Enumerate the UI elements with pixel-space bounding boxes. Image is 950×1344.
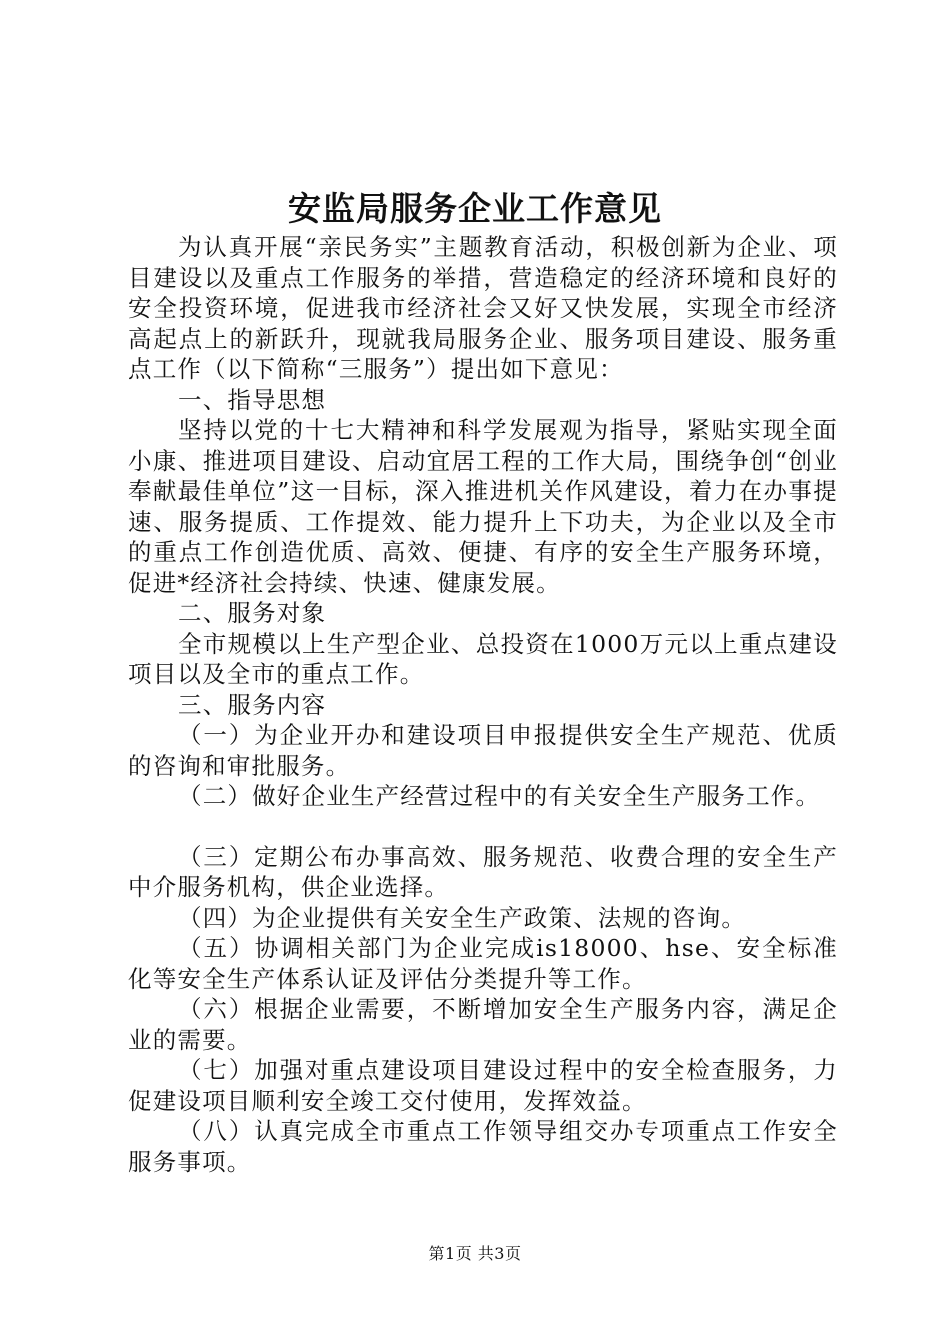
service-targets-paragraph: 全市规模以上生产型企业、总投资在1000万元以上重点建设项目以及全市的重点工作。 — [128, 629, 838, 688]
page-number-footer: 第1页 共3页 — [428, 1244, 522, 1263]
section-heading-service-targets: 二、服务对象 — [178, 599, 327, 627]
service-item-5: （五）协调相关部门为企业完成is18000、hse、安全标准化等安全生产体系认证及评估分类提升等工作。 — [128, 934, 838, 993]
service-item-1: （一）为企业开办和建设项目申报提供安全生产规范、优质的咨询和审批服务。 — [128, 721, 838, 780]
section-heading-guiding-thought: 一、指导思想 — [178, 385, 327, 414]
section-heading-service-content: 三、服务内容 — [178, 690, 327, 719]
intro-paragraph: 为认真开展“亲民务实”主题教育活动，积极创新为企业、项目建设以及重点工作服务的举措，营造稳定的经济环境和良好的安全投资环境，促进我市经济社会又好又快发展，实现全市经济高起点上的新跃升，现就我局服务企业、服务项目建设、服务重点工作（以下简称“三服务”）提出如下意见： — [128, 233, 838, 383]
service-item-2: （二）做好企业生产经营过程中的有关安全生产服务工作。 — [178, 782, 821, 810]
document-title: 安监局服务企业工作意见 — [288, 189, 662, 228]
guiding-thought-paragraph: 坚持以党的十七大精神和科学发展观为指导，紧贴实现全面小康、推进项目建设、启动宜居工程的工作大局，围绕争创“创业奉献最佳单位”这一目标，深入推进机关作风建设，着力在办事提速、服务提质、工作提效、能力提升上下功夫，为企业以及全市的重点工作创造优质、高效、便捷、有序的安全生产服务环境，促进*经济社会持续、快速、健康发展。 — [128, 416, 838, 597]
service-item-6: （六）根据企业需要，不断增加安全生产服务内容，满足企业的需要。 — [128, 995, 838, 1054]
service-item-8: （八）认真完成全市重点工作领导组交办专项重点工作安全服务事项。 — [128, 1117, 838, 1176]
service-item-7: （七）加强对重点建设项目建设过程中的安全检查服务，力促建设项目顺利安全竣工交付使用，发挥效益。 — [128, 1056, 838, 1115]
service-item-4: （四）为企业提供有关安全生产政策、法规的咨询。 — [178, 903, 747, 932]
document-body — [128, 232, 838, 1177]
service-item-3: （三）定期公布办事高效、服务规范、收费合理的安全生产中介服务机构，供企业选择。 — [128, 842, 838, 901]
